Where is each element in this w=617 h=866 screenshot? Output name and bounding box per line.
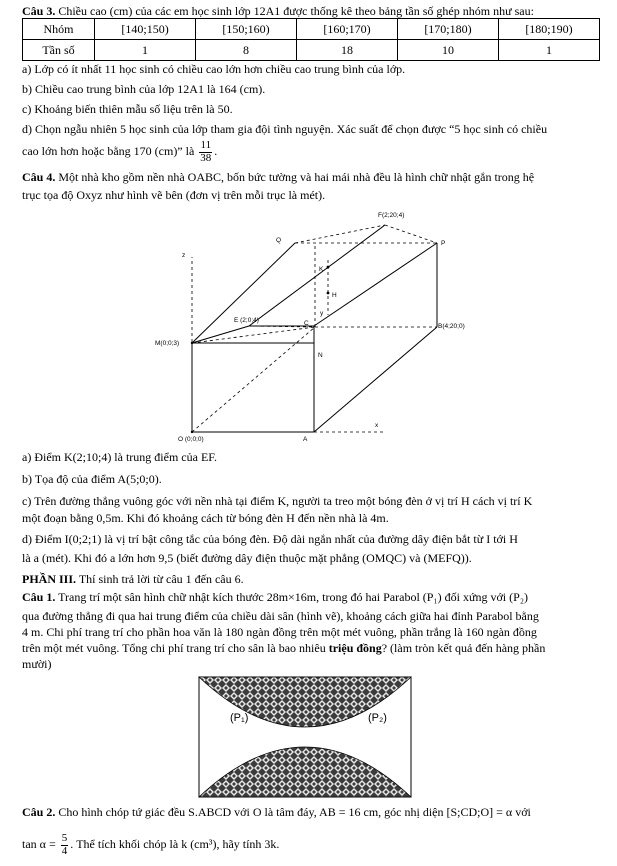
edge-ab: [314, 327, 437, 432]
frequency-table: [22, 18, 600, 61]
q3-statement-d2: [22, 140, 607, 164]
fraction-denominator: 38: [200, 151, 212, 164]
q3-statement-b: b) Chiều cao trung bình của lớp 12A1 là 164 (cm).: [22, 82, 266, 96]
label-z-axis: z: [182, 252, 186, 259]
q4-statement-c2: một đoạn bằng 0,5m. Khi đó khoảng cách từ bóng đèn H đến nền nhà là 4m.: [22, 511, 389, 525]
point-k: [327, 266, 330, 269]
edge-right-roof: [314, 243, 437, 326]
parabola-figure: [198, 676, 412, 798]
table-row-frequency: [23, 40, 600, 61]
diagram-labels: [155, 212, 465, 443]
table-row-groups: [23, 19, 600, 40]
part3-text: Thí sinh trả lời từ câu 1 đến câu 6.: [78, 572, 244, 586]
part3-heading: [22, 572, 607, 587]
label-p: P: [441, 240, 446, 247]
p1-line1-text: Trang trí một sân hình chữ nhật kích thước 28m×16m, trong đó hai Parabol (P₁) đối xứng với (P₂): [58, 590, 528, 604]
table-cell: 1: [498, 40, 599, 61]
p1-line1: [22, 590, 607, 605]
table-cell: [150;160): [196, 19, 297, 40]
q4-intro1: [22, 170, 607, 185]
q3-intro-text: Chiều cao (cm) của các em học sinh lớp 12A1 được thống kê theo bảng tần số ghép nhóm như sau:: [58, 4, 534, 18]
q4-statement-d1: d) Điểm I(0;2;1) là vị trí bật công tắc của bóng đèn. Độ dài ngắn nhất của đường dây điện bắt từ I tới H: [22, 532, 518, 546]
q4-statement-d2: là a (mét). Khi đó a lớn hơn 9,5 (biết đường dây điện thuộc mặt phẳng (OMQC) và (MEFQ)).: [22, 551, 472, 565]
p1-line3: 4 m. Chi phí trang trí cho phần hoa văn là 180 ngàn đồng trên một mét vuông, phần trắng là 160 ngàn đồng: [22, 625, 537, 639]
point-h: [327, 292, 330, 295]
fraction-numerator: 5: [61, 832, 68, 844]
p1-line4-end: ? (làm tròn kết quả đến hàng phần: [381, 641, 546, 655]
point-m: [191, 342, 193, 344]
fraction: [61, 833, 69, 857]
edge-fp: [385, 225, 437, 243]
label-f: F(2;20;4): [378, 212, 405, 219]
q3-title: Câu 3.: [22, 4, 56, 18]
q3-intro: [22, 4, 607, 19]
p2-line2: [22, 833, 607, 857]
p1-line2: qua đường thẳng đi qua hai trung điểm của chiều dài sân (hình vẽ), khoảng cách giữa hai đỉnh Parabol bằng: [22, 609, 539, 623]
q4-statement-c1: c) Trên đường thẳng vuông góc với nền nhà tại điểm K, người ta treo một bóng đèn ở vị trí H cách vị trí K: [22, 494, 533, 508]
edge-mc: [192, 327, 315, 343]
label-b: B(4;20;0): [438, 323, 465, 330]
warehouse-diagram: [150, 205, 510, 445]
label-k: K: [319, 266, 324, 273]
p2-line1: [22, 805, 607, 820]
q3-d-end: .: [214, 143, 218, 158]
edge-qf: [295, 225, 385, 243]
table-cell: 18: [297, 40, 398, 61]
table-cell: [180;190): [498, 19, 599, 40]
table-cell: 1: [95, 40, 196, 61]
label-c: C: [304, 320, 309, 327]
label-p2: (P₂): [368, 712, 387, 724]
fraction-denominator: 4: [61, 844, 68, 857]
table-cell: Nhóm: [23, 19, 95, 40]
edge-ef: [249, 225, 385, 326]
q4-intro1-text: Một nhà kho gồm nền nhà OABC, bốn bức tường và hai mái nhà đều là hình chữ nhật gắn trong hệ: [58, 170, 535, 184]
label-x-axis: x: [375, 422, 379, 429]
table-cell: [160;170): [297, 19, 398, 40]
p2-line1-text: Cho hình chóp tứ giác đều S.ABCD với O là tâm đáy, AB = 16 cm, góc nhị diện [S;CD;O] = α với: [58, 805, 531, 819]
p2-line2-text: tan α =: [22, 836, 56, 851]
fraction: [199, 140, 212, 164]
q4-intro2: trục tọa độ Oxyz như hình vẽ bên (đơn vị trên mỗi trục là mét).: [22, 188, 326, 202]
point-o: [191, 431, 193, 433]
p1-line4-text: trên một mét vuông. Tổng chi phí trang trí cho sân là bao nhiêu: [22, 641, 326, 655]
q4-title: Câu 4.: [22, 170, 56, 184]
table-cell: 10: [397, 40, 498, 61]
table-cell: 8: [196, 40, 297, 61]
q3-d2-text: cao lớn hơn hoặc bằng 170 (cm)” là: [22, 143, 195, 158]
table-cell: [140;150): [95, 19, 196, 40]
table-cell: Tần số: [23, 40, 95, 61]
p1-line4: [22, 641, 607, 656]
label-o: O (0;0;0): [178, 436, 204, 443]
label-q: Q: [276, 237, 282, 244]
p2-line2-end: . Thể tích khối chóp là k (cm³), hãy tính 3k.: [70, 836, 280, 851]
q4-statement-a: a) Điểm K(2;10;4) là trung điểm của EF.: [22, 450, 217, 464]
p1-line5: mười): [22, 657, 52, 671]
fraction-numerator: 11: [200, 139, 212, 151]
q4-statement-b: b) Tọa độ của điểm A(5;0;0).: [22, 472, 162, 486]
p2-title: Câu 2.: [22, 805, 56, 819]
label-y-axis: y: [320, 310, 324, 317]
part3-title: PHẦN III.: [22, 572, 77, 586]
label-m: M(0;0;3): [155, 340, 180, 347]
label-e: E (2;0;4): [234, 317, 259, 324]
diagram-points: [191, 266, 330, 434]
table-cell: [170;180): [397, 19, 498, 40]
label-p1: (P₁): [230, 712, 249, 724]
q3-statement-d1: d) Chọn ngẫu nhiên 5 học sinh của lớp tham gia đội tình nguyện. Xác suất để chọn được “5 học sinh có chiều: [22, 122, 548, 136]
label-a: A: [303, 436, 308, 443]
q3-statement-a: a) Lớp có ít nhất 11 học sinh có chiều cao lớn hơn chiều cao trung bình của lớp.: [22, 62, 406, 76]
p1-title: Câu 1.: [22, 590, 56, 604]
label-h: H: [332, 292, 337, 299]
q3-statement-c: c) Khoảng biến thiên mẫu số liệu trên là 50.: [22, 102, 233, 116]
p1-unit-bold: triệu đồng: [328, 641, 382, 655]
label-n: N: [318, 352, 323, 359]
